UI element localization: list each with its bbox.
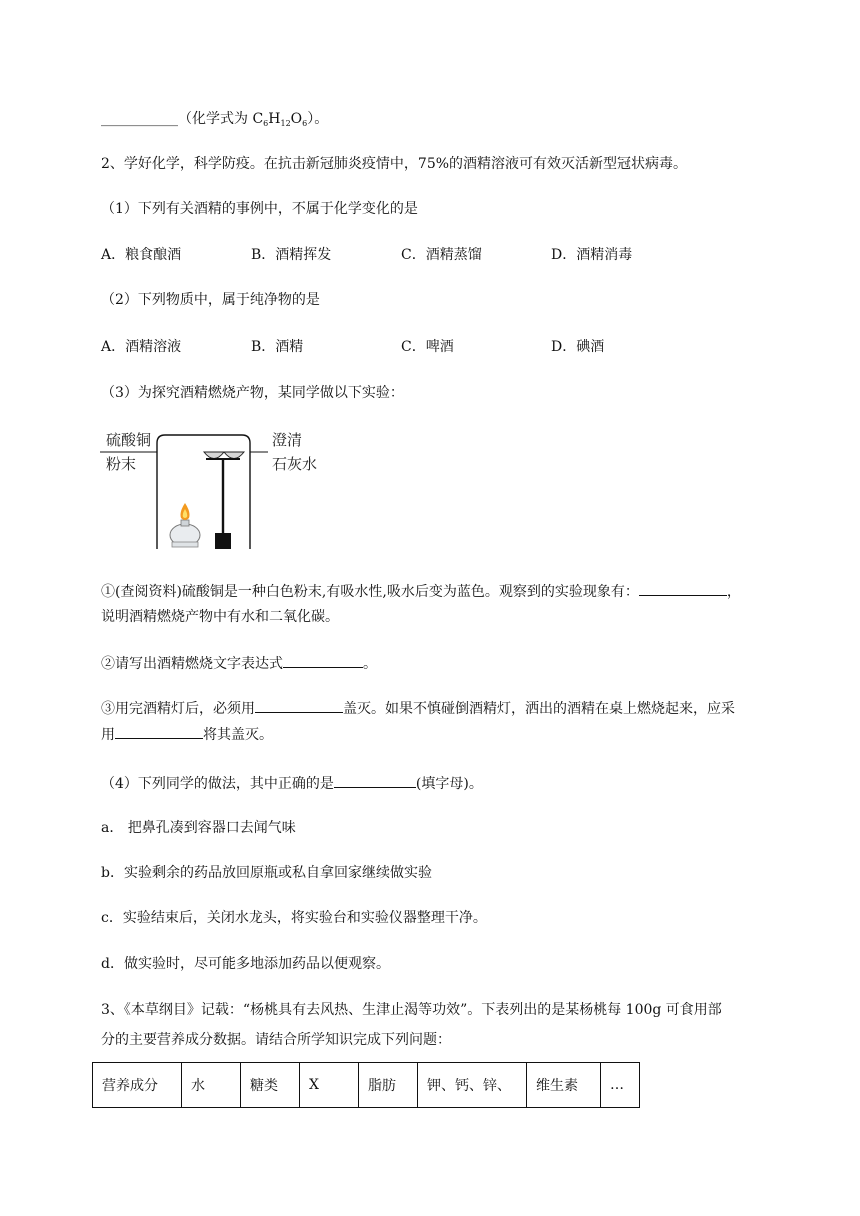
stand-base — [215, 533, 231, 549]
q2-intro: 2、学好化学，科学防疫。在抗击新冠肺炎疫情中，75%的酒精溶液可有效灭活新型冠状病毒。 — [101, 156, 688, 172]
limewater-label-2: 石灰水 — [272, 455, 318, 473]
item2-text: ②请写出酒精燃烧文字表达式 — [101, 656, 283, 672]
q2-sub4-option-a[interactable]: a． 把鼻孔凑到容器口去闻气味 — [101, 820, 296, 836]
sub4-answer-blank[interactable] — [334, 773, 416, 788]
alcohol-lamp-neck — [181, 520, 189, 526]
copper-sulfate-dish — [204, 452, 224, 459]
q2-sub3-item3-line2 — [101, 724, 273, 745]
table-cell: … — [601, 1063, 640, 1108]
q2-sub4-option-b[interactable]: b．实验剩余的药品放回原瓶或私自拿回家继续做实验 — [101, 865, 432, 881]
formula-suffix: ）。 — [307, 111, 329, 127]
limewater-dish — [224, 452, 244, 459]
item2-period: 。 — [363, 656, 377, 672]
formula-line — [101, 109, 328, 134]
q2-sub3-item1-line1 — [101, 581, 741, 602]
item3-text-2: 盖灭。如果不慎碰倒酒精灯，洒出的酒精在桌上燃烧起来，应采 — [343, 701, 735, 717]
table-cell: X — [300, 1063, 359, 1108]
formula-subscript: 12 — [280, 119, 291, 128]
q2-sub3-item1-line2: 说明酒精燃烧产物中有水和二氧化碳。 — [101, 609, 339, 625]
q2-sub2-option-c[interactable]: C．啤酒 — [401, 339, 454, 355]
item3-answer-blank-2[interactable] — [115, 724, 203, 739]
q2-sub2-option-d[interactable]: D．碘酒 — [551, 339, 605, 355]
q2-sub1-option-a[interactable]: A．粮食酿酒 — [101, 247, 182, 263]
table-cell: 脂肪 — [359, 1063, 418, 1108]
item3-text: ③用完酒精灯后，必须用 — [101, 701, 255, 717]
table-cell: 水 — [182, 1063, 241, 1108]
q3-intro-line1: 3、《本草纲目》记载：“杨桃具有去风热、生津止渴等功效”。下表列出的是某杨桃每 100g 可食用部 — [101, 1002, 722, 1018]
table-cell: 钾、钙、锌、 — [418, 1063, 527, 1108]
item3-text-4: 将其盖灭。 — [203, 727, 273, 743]
q2-sub4-option-c[interactable]: c．实验结束后，关闭水龙头，将实验台和实验仪器整理干净。 — [101, 910, 487, 926]
q2-sub2-option-a[interactable]: A．酒精溶液 — [101, 339, 182, 355]
limewater-label-1: 澄清 — [272, 431, 303, 449]
item2-answer-blank[interactable] — [283, 653, 363, 668]
q2-sub3-item2 — [101, 653, 377, 674]
copper-sulfate-label-2: 粉末 — [106, 455, 137, 473]
item1-answer-blank[interactable] — [639, 581, 727, 596]
nutrition-table — [92, 1062, 640, 1108]
formula-element: H — [268, 111, 281, 127]
table-row — [93, 1063, 640, 1108]
sub4-stem-suffix: (填字母)。 — [415, 776, 483, 792]
formula-subscript: 6 — [263, 119, 269, 128]
formula-prefix: （化学式为 C — [178, 111, 264, 127]
item3-answer-blank-1[interactable] — [255, 698, 343, 713]
q2-sub1-option-c[interactable]: C．酒精蒸馏 — [401, 247, 482, 263]
q2-sub4-option-d[interactable]: d．做实验时，尽可能多地添加药品以便观察。 — [101, 956, 390, 972]
q2-sub1-stem: （1）下列有关酒精的事例中，不属于化学变化的是 — [101, 201, 418, 217]
table-cell: 营养成分 — [93, 1063, 182, 1108]
q2-sub3-stem: （3）为探究酒精燃烧产物，某同学做以下实验： — [101, 385, 404, 401]
sub4-stem-text: （4）下列同学的做法，其中正确的是 — [101, 776, 334, 792]
q2-sub1-option-b[interactable]: B．酒精挥发 — [251, 247, 332, 263]
table-cell: 维生素 — [527, 1063, 601, 1108]
q2-sub3-item3-line1 — [101, 698, 735, 719]
formula-element: O — [290, 111, 303, 127]
q2-sub1-option-d[interactable]: D．酒精消毒 — [551, 247, 633, 263]
experiment-apparatus-figure — [100, 425, 340, 560]
q2-sub2-stem: （2）下列物质中，属于纯净物的是 — [101, 292, 320, 308]
item1-text: ①(查阅资料)硫酸铜是一种白色粉末,有吸水性,吸水后变为蓝色。观察到的实验现象有： — [101, 584, 639, 600]
q2-sub4-stem — [101, 773, 483, 794]
table-cell: 糖类 — [241, 1063, 300, 1108]
alcohol-lamp-base — [172, 542, 198, 547]
q3-intro-line2: 分的主要营养成分数据。请结合所学知识完成下列问题： — [101, 1032, 451, 1048]
copper-sulfate-label-1: 硫酸铜 — [106, 431, 152, 449]
answer-blank[interactable]: ___________ — [101, 111, 178, 127]
item1-comma: ， — [726, 584, 741, 600]
item3-text-3: 用 — [101, 727, 115, 743]
q2-sub2-option-b[interactable]: B．酒精 — [251, 339, 304, 355]
formula-subscript: 6 — [302, 119, 308, 128]
